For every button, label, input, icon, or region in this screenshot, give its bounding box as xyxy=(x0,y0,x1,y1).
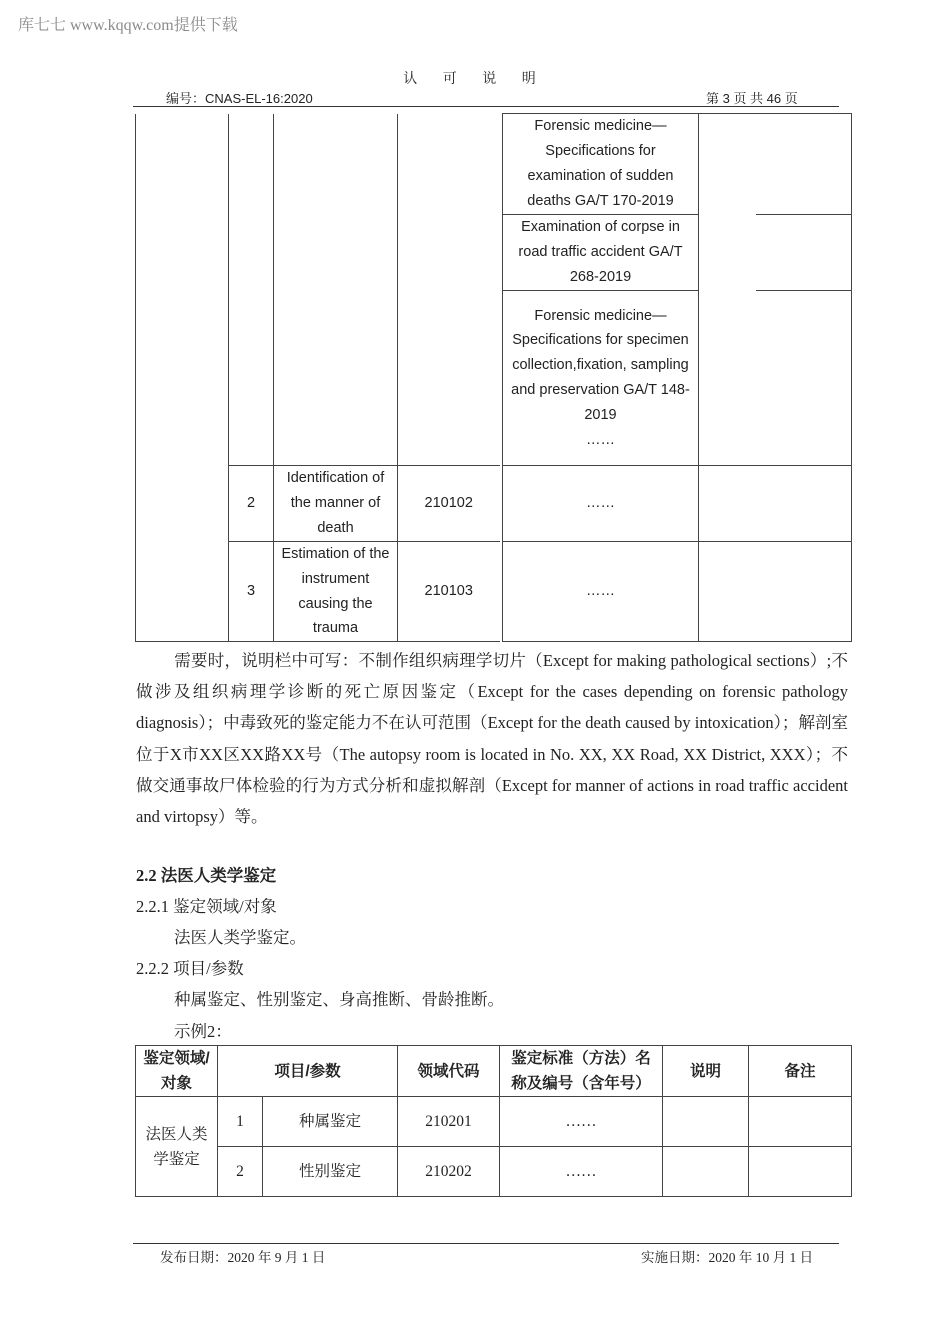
note-cell xyxy=(699,542,756,642)
item-standard: …… xyxy=(503,542,699,642)
remark-cell xyxy=(756,114,852,215)
table-row xyxy=(136,114,852,215)
domain-cell xyxy=(136,114,229,642)
standard-ellipsis: …… xyxy=(586,431,615,448)
header-divider xyxy=(133,106,839,107)
item-name: 性别鉴定 xyxy=(263,1147,398,1197)
page-number: 第 3 页 共 46 页 xyxy=(706,91,798,106)
number-cell xyxy=(229,114,274,466)
item-standard: …… xyxy=(503,466,699,542)
item-standard: …… xyxy=(500,1147,663,1197)
table-row xyxy=(136,542,852,642)
item-standard: …… xyxy=(500,1097,663,1147)
remark-cell xyxy=(756,215,852,291)
standard-text: Examination of corpse in road traffic accident GA/T 268-2019 xyxy=(518,219,683,285)
section-heading: 2.2 法医人类学鉴定 xyxy=(136,866,277,885)
remark-cell xyxy=(756,466,852,542)
item-code: 210202 xyxy=(398,1147,500,1197)
table-header-row xyxy=(136,1046,852,1097)
item-number: 2 xyxy=(229,466,274,542)
watermark-text: 库七七 www.kqqw.com提供下载 xyxy=(18,17,238,34)
item-name: Estimation of the instrument causing the trauma xyxy=(274,542,398,642)
code-cell xyxy=(398,114,500,466)
standard-text: Forensic medicine—Specifications for specimen collection,fixation, sampling and preservation GA/T 148-2019 xyxy=(511,307,690,423)
accreditation-table-continued xyxy=(135,113,852,642)
subsection-text: 法医人类学鉴定。 xyxy=(174,928,306,947)
subsection-heading: 2.2.1 鉴定领域/对象 xyxy=(136,897,277,916)
standard-text: Forensic medicine—Specifications for examination of sudden deaths GA/T 170-2019 xyxy=(527,118,674,209)
subsection-heading: 2.2.2 项目/参数 xyxy=(136,959,244,978)
remark-cell xyxy=(749,1147,852,1197)
header-standard: 鉴定标准（方法）名称及编号（含年号） xyxy=(500,1046,663,1097)
item-number: 1 xyxy=(218,1097,263,1147)
footer-divider xyxy=(133,1243,839,1244)
table-row xyxy=(136,1097,852,1147)
item-code: 210103 xyxy=(398,542,500,642)
header-remark: 备注 xyxy=(749,1046,852,1097)
standard-cell xyxy=(503,215,699,291)
document-number: 编号：CNAS-EL-16:2020 xyxy=(166,91,313,106)
item-number: 2 xyxy=(218,1147,263,1197)
publish-date: 发布日期：2020 年 9 月 1 日 xyxy=(160,1250,326,1265)
example-label: 示例2： xyxy=(174,1022,232,1041)
page-header-title: 认 可 说 明 xyxy=(403,72,547,87)
note-cell xyxy=(699,466,756,542)
note-cell xyxy=(663,1097,749,1147)
item-code: 210201 xyxy=(398,1097,500,1147)
header-code: 领域代码 xyxy=(398,1046,500,1097)
standard-cell xyxy=(503,114,699,215)
domain-value: 法医人类学鉴定 xyxy=(136,1097,218,1197)
header-domain: 鉴定领域/对象 xyxy=(136,1046,218,1097)
item-code: 210102 xyxy=(398,466,500,542)
table-row xyxy=(136,466,852,542)
item-number: 3 xyxy=(229,542,274,642)
effective-date: 实施日期：2020 年 10 月 1 日 xyxy=(641,1250,814,1265)
example-table xyxy=(135,1045,852,1197)
item-cell xyxy=(274,114,398,466)
table-row xyxy=(136,1147,852,1197)
note-cell xyxy=(699,114,756,466)
standard-cell xyxy=(503,291,699,466)
header-note: 说明 xyxy=(663,1046,749,1097)
header-item: 项目/参数 xyxy=(218,1046,398,1097)
item-name: Identification of the manner of death xyxy=(274,466,398,542)
remark-cell xyxy=(756,291,852,466)
remark-cell xyxy=(749,1097,852,1147)
remark-cell xyxy=(756,542,852,642)
notes-paragraph xyxy=(136,645,848,832)
subsection-text: 种属鉴定、性别鉴定、身高推断、骨龄推断。 xyxy=(174,990,504,1009)
note-cell xyxy=(663,1147,749,1197)
notes-paragraph-text: 需要时，说明栏中可写：不制作组织病理学切片（Except for making pathological sections）;不做涉及组织病理学诊断的死亡原因鉴定（Except for the cases depending on forensic pathology diagnosis）；中毒致死的鉴定能力不在认可范围（Except for the death caused by intoxication）；解剖室位于X市XX区XX路XX号（The autopsy room is located in No. XX, XX Road, XX District, XXX）；不做交通事故尸体检验的行为方式分析和虚拟解剖（Except for manner of actions in road traffic accident and virtopsy）等。 xyxy=(136,651,848,827)
item-name: 种属鉴定 xyxy=(263,1097,398,1147)
